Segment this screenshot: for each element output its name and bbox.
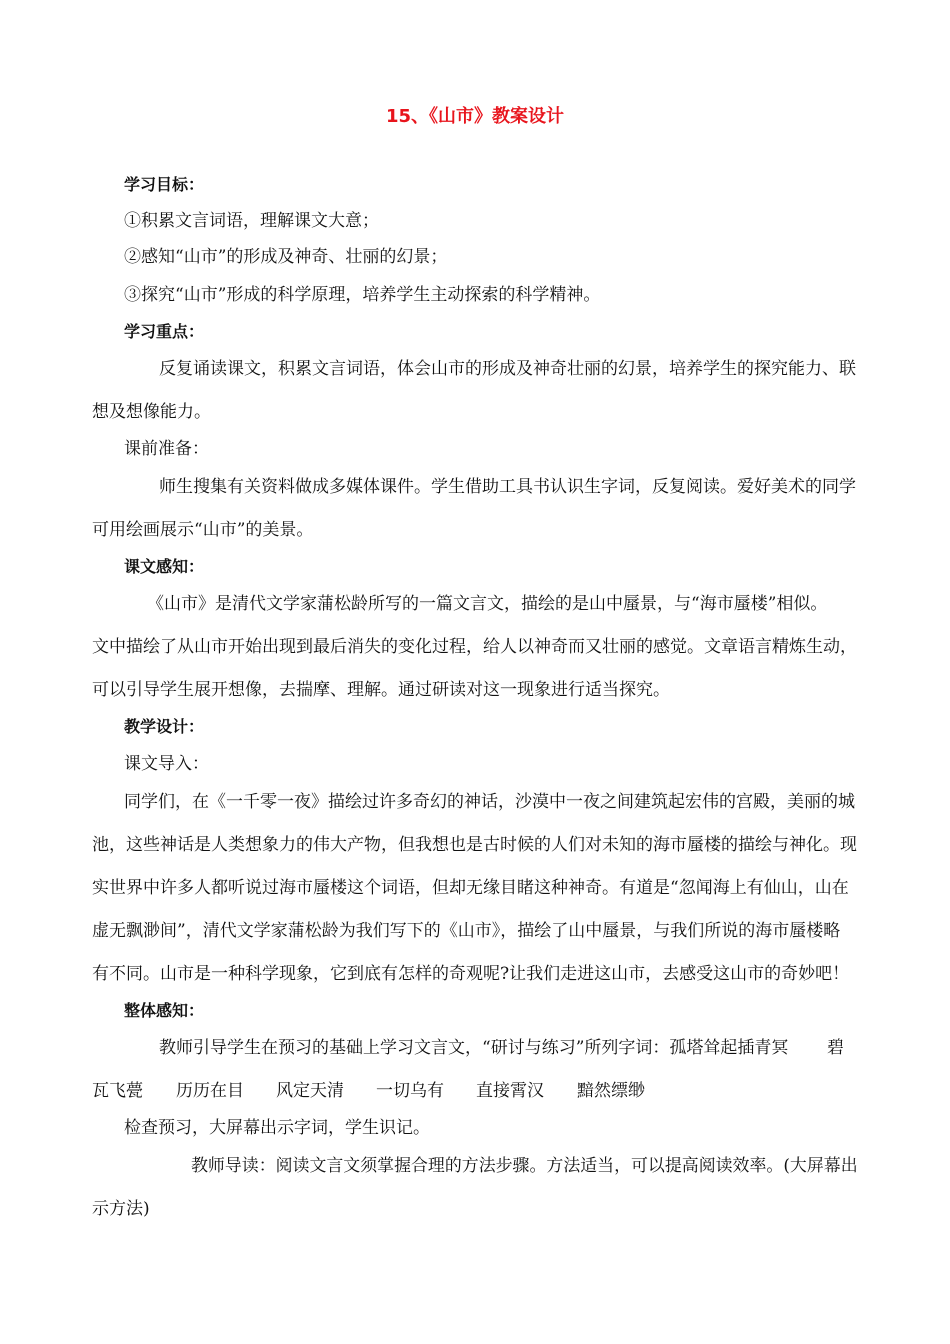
- paragraph-line: 检查预习，大屏幕出示字词，学生识记。: [124, 1118, 430, 1138]
- goal-item: ③探究“山市”形成的科学原理，培养学生主动探索的科学精神。: [124, 285, 601, 305]
- intro-heading: 课文导入：: [124, 754, 209, 774]
- paragraph-line: 教师引导学生在预习的基础上学习文言文，“研讨与练习”所列字词：孤塔耸起插青冥: [159, 1038, 789, 1058]
- paragraph-line: 《山市》是清代文学家蒲松龄所写的一篇文言文，描绘的是山中蜃景，与“海市蜃楼”相似。: [147, 594, 828, 614]
- paragraph-line: 可用绘画展示“山市”的美景。: [92, 520, 314, 540]
- goals-heading: 学习目标：: [124, 175, 205, 194]
- prep-heading: 课前准备：: [124, 439, 209, 459]
- vocab-item: 历历在目: [176, 1081, 244, 1101]
- vocab-item: 黯然缥缈: [577, 1081, 645, 1101]
- overall-heading: 整体感知：: [124, 1001, 205, 1020]
- paragraph-line: 反复诵读课文，积累文言词语，体会山市的形成及神奇壮丽的幻景，培养学生的探究能力、联: [159, 359, 856, 379]
- paragraph-line: 示方法): [92, 1199, 150, 1219]
- vocab-item: 瓦飞甍: [92, 1081, 143, 1101]
- design-heading: 教学设计：: [124, 717, 205, 736]
- paragraph-line: 池，这些神话是人类想象力的伟大产物，但我想也是古时候的人们对未知的海市蜃楼的描绘与神化。现: [92, 835, 857, 855]
- paragraph-line: 实世界中许多人都听说过海市蜃楼这个词语，但却无缘目睹这种神奇。有道是“忽闻海上有仙山，山在: [92, 878, 849, 898]
- paragraph-line: 同学们，在《一千零一夜》描绘过许多奇幻的神话，沙漠中一夜之间建筑起宏伟的宫殿，美丽的城: [124, 792, 855, 812]
- paragraph-line: 师生搜集有关资料做成多媒体课件。学生借助工具书认识生字词，反复阅读。爱好美术的同学: [159, 477, 856, 497]
- vocab-item: 直接霄汉: [476, 1081, 544, 1101]
- vocab-item: 一切乌有: [376, 1081, 444, 1101]
- goal-item: ①积累文言词语，理解课文大意；: [124, 211, 379, 231]
- document-title: 15、《山市》教案设计: [385, 106, 565, 127]
- perception-heading: 课文感知：: [124, 557, 205, 576]
- paragraph-line: 虚无飘渺间”，清代文学家蒲松龄为我们写下的《山市》，描绘了山中蜃景，与我们所说的海市蜃楼略: [92, 921, 841, 941]
- vocab-item: 风定天清: [276, 1081, 344, 1101]
- paragraph-line: 有不同。山市是一种科学现象，它到底有怎样的奇观呢?让我们走进这山市，去感受这山市的奇妙吧！: [92, 964, 850, 984]
- paragraph-line: 教师导读：阅读文言文须掌握合理的方法步骤。方法适当，可以提高阅读效率。(大屏幕出: [191, 1156, 858, 1176]
- paragraph-line: 文中描绘了从山市开始出现到最后消失的变化过程，给人以神奇而又壮丽的感觉。文章语言精炼生动，: [92, 637, 857, 657]
- focus-heading: 学习重点：: [124, 322, 205, 341]
- paragraph-line-tail: 碧: [827, 1038, 844, 1058]
- paragraph-line: 想及想像能力。: [92, 402, 211, 422]
- goal-item: ②感知“山市”的形成及神奇、壮丽的幻景；: [124, 247, 448, 267]
- paragraph-line: 可以引导学生展开想像，去揣摩、理解。通过研读对这一现象进行适当探究。: [92, 680, 670, 700]
